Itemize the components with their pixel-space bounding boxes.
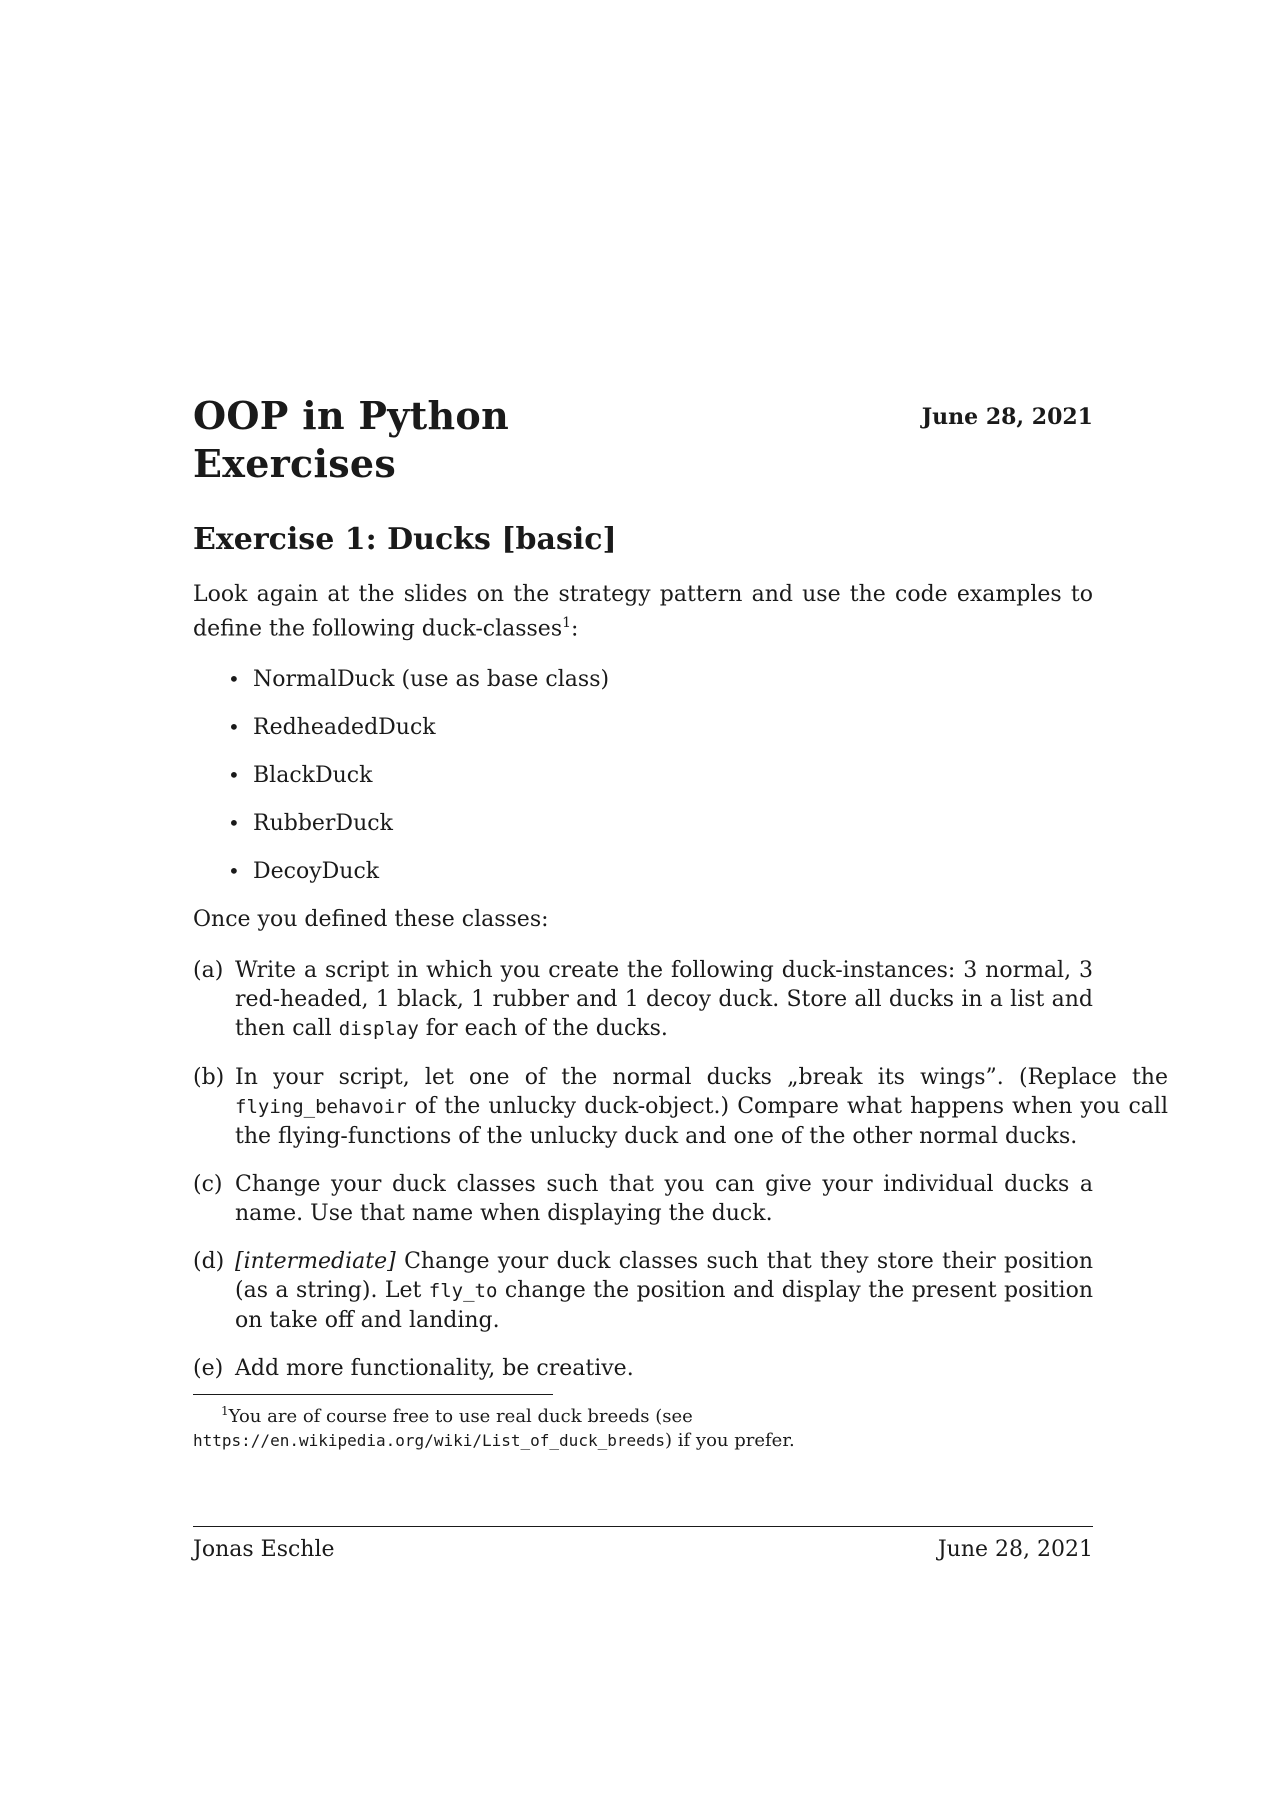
intro-colon: : (571, 616, 579, 642)
bullet-icon: • (228, 715, 240, 740)
task-label: (d) (193, 1249, 225, 1275)
footer-date: June 28, 2021 (937, 1537, 1093, 1562)
task-text: change the position and display the present position on take off and landing. (235, 1278, 1094, 1334)
code-display: display (338, 1018, 419, 1041)
task-c (193, 1170, 1093, 1228)
list-item-text: DecoyDuck (253, 859, 380, 885)
task-text: Add more functionality, be creative. (235, 1356, 634, 1382)
footer-author: Jonas Eschle (193, 1537, 335, 1562)
difficulty-tag: [intermediate] (235, 1249, 396, 1275)
footnote (193, 1399, 1093, 1453)
footnote-mark: 1 (221, 1404, 229, 1419)
list-item-text: BlackDuck (253, 763, 373, 789)
list-item (223, 857, 1093, 886)
footnote-divider (193, 1394, 553, 1395)
code-fly-to: fly_to (428, 1280, 498, 1303)
bullet-icon: • (228, 763, 240, 788)
code-flying-behavoir: flying_behavoir (235, 1096, 407, 1119)
task-text: of the unlucky duck-object.) Compare what happens when you call the flying-functions of the unlucky duck and one of the other normal ducks. (235, 1094, 1168, 1150)
task-text: Write a script in which you create the following duck-instances: 3 normal, 3 red-headed, 1 black, 1 rubber and 1 decoy duck. Store all ducks in a list and then call (235, 958, 1093, 1042)
footnote-link[interactable]: https://en.wikipedia.org/wiki/List_of_duck_breeds (193, 1431, 666, 1451)
duck-class-list (193, 665, 1093, 886)
task-list (193, 956, 1168, 1383)
document-page (193, 392, 1168, 1471)
document-header (193, 392, 1093, 492)
task-label: (b) (193, 1065, 225, 1091)
bullet-icon: • (228, 859, 240, 884)
task-d (193, 1247, 1093, 1335)
task-text: Change your duck classes such that you can give your individual ducks a name. Use that name when displaying the duck. (235, 1172, 1093, 1227)
header-date: June 28, 2021 (921, 404, 1093, 430)
once-text: Once you defined these classes: (193, 907, 549, 933)
document-subtitle: Exercises (193, 441, 397, 486)
list-item-text: RedheadedDuck (253, 715, 436, 741)
task-label: (c) (193, 1172, 223, 1198)
exercise-intro (193, 580, 1093, 643)
page-footer (193, 1526, 1093, 1562)
intro-text: Look again at the slides on the strategy pattern and use the code examples to define the following duck-classes (193, 582, 1093, 642)
list-item (223, 713, 1093, 742)
list-item-text: RubberDuck (253, 811, 393, 837)
list-item (223, 665, 1093, 694)
document-title: OOP in Python (193, 393, 510, 438)
list-item (223, 809, 1093, 838)
list-item-text: NormalDuck (use as base class) (253, 667, 610, 693)
task-e (193, 1354, 1093, 1383)
bullet-icon: • (228, 811, 240, 836)
task-label: (e) (193, 1356, 224, 1382)
task-a (193, 956, 1093, 1044)
task-label: (a) (193, 958, 224, 984)
task-b (193, 1063, 1168, 1151)
exercise-heading: Exercise 1: Ducks [basic] (193, 522, 617, 557)
list-item (223, 761, 1093, 790)
footnote-text: You are of course free to use real duck breeds (see (228, 1406, 693, 1428)
task-text: for each of the ducks. (418, 1016, 668, 1042)
bullet-icon: • (228, 667, 240, 692)
footnote-ref[interactable]: 1 (562, 615, 572, 631)
task-text: Change your duck classes such that they store their position (as a string). Let (235, 1249, 1093, 1304)
task-text: In your script, let one of the normal ducks „break its wings”. (Replace the (235, 1065, 1168, 1091)
footnote-text: ) if you prefer. (665, 1430, 795, 1452)
